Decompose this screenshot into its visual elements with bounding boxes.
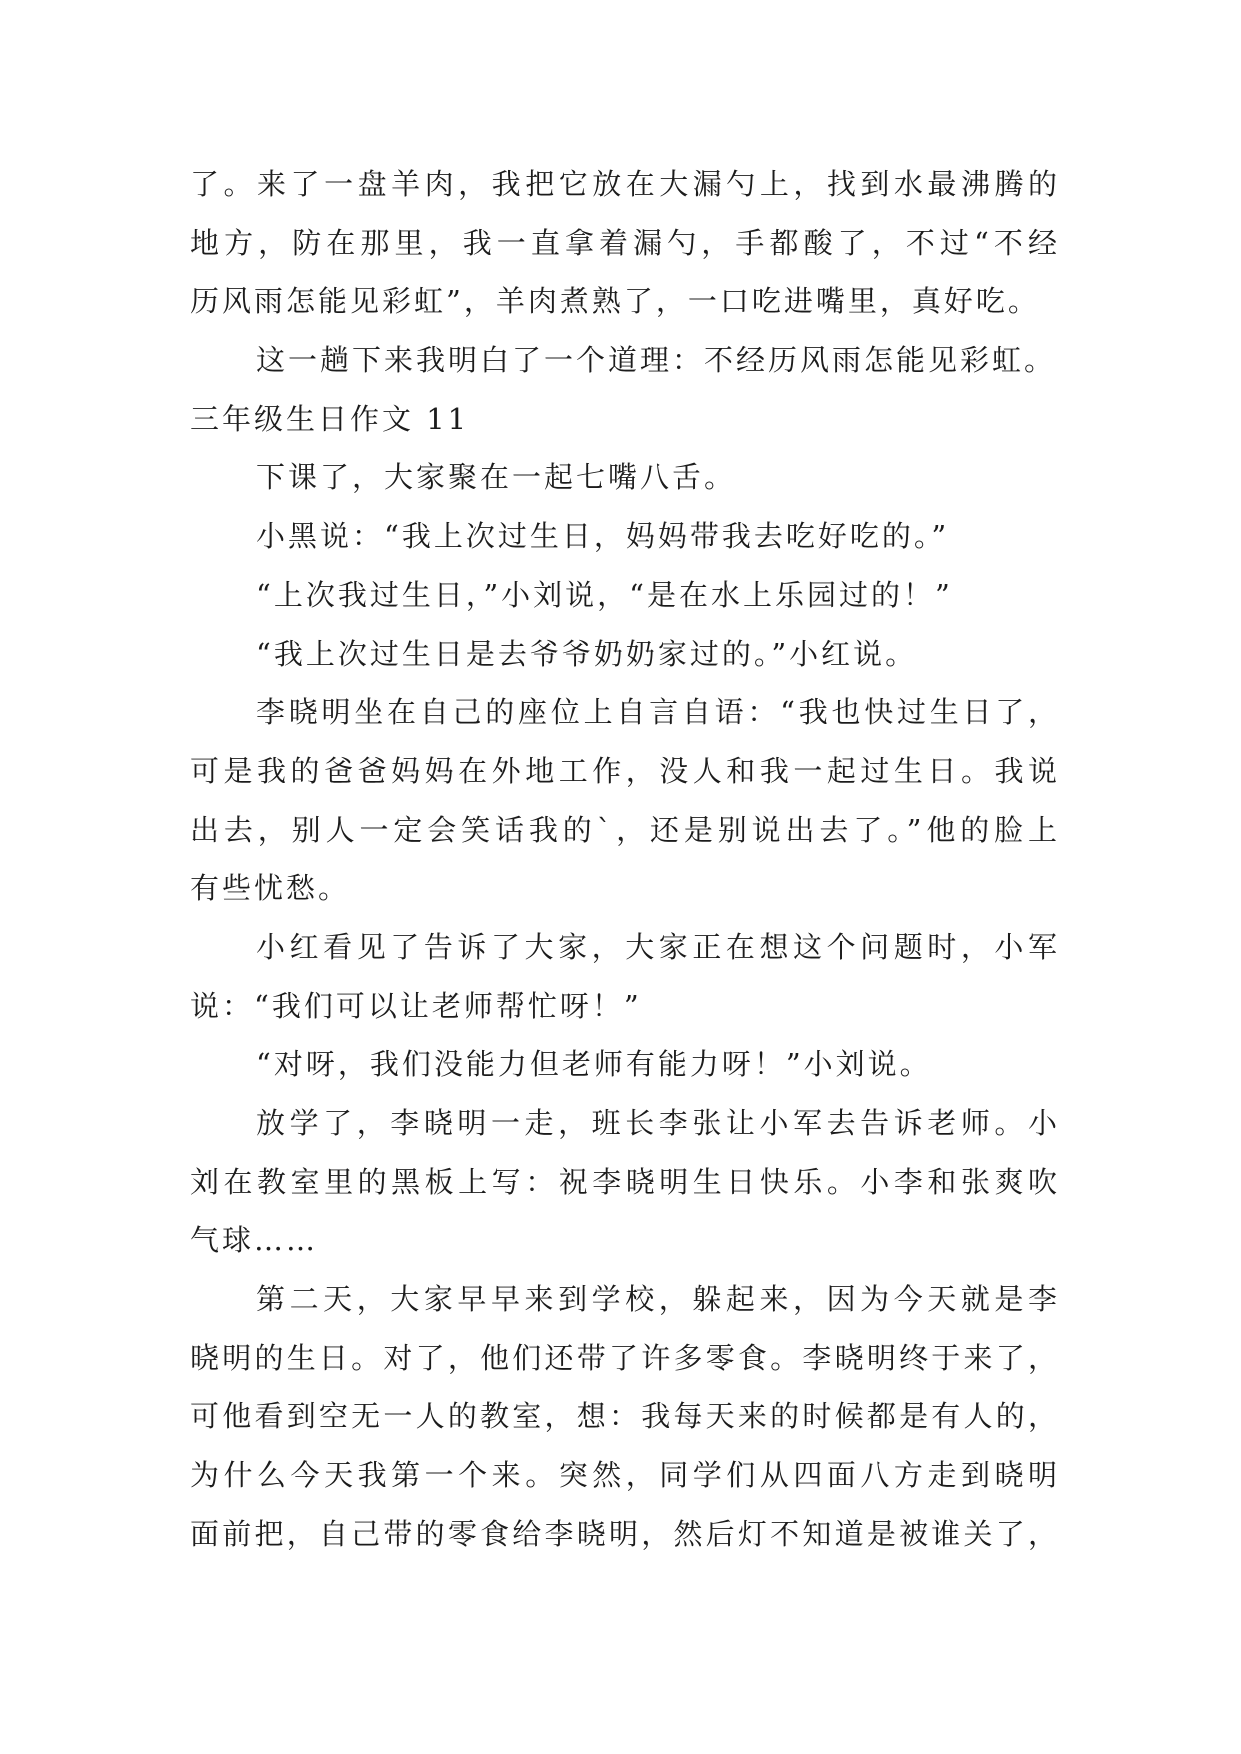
text-line: 小黑说：“我上次过生日，妈妈带我去吃好吃的。” bbox=[256, 519, 950, 554]
text-line: 可他看到空无一人的教室，想：我每天来的时候都是有人的， bbox=[190, 1399, 1060, 1434]
paragraph bbox=[190, 507, 1060, 566]
paragraph bbox=[190, 683, 1060, 918]
text-line: 可是我的爸爸妈妈在外地工作，没人和我一起过生日。我说 bbox=[190, 753, 1060, 788]
text-line: “对呀，我们没能力但老师有能力呀！”小刘说。 bbox=[256, 1047, 932, 1082]
text-line: 有些忧愁。 bbox=[190, 871, 351, 906]
paragraph bbox=[190, 918, 1060, 1035]
text-line: 下课了，大家聚在一起七嘴八舌。 bbox=[256, 460, 737, 495]
text-line: “我上次过生日是去爷爷奶奶家过的。”小红说。 bbox=[256, 636, 918, 671]
paragraph bbox=[190, 625, 1060, 684]
text-line: “上次我过生日，”小刘说，“是在水上乐园过的！” bbox=[256, 577, 953, 612]
paragraph bbox=[190, 1270, 1060, 1563]
text-line: 小红看见了告诉了大家，大家正在想这个问题时，小军 bbox=[256, 929, 1060, 964]
text-line: 李晓明坐在自己的座位上自言自语：“我也快过生日了， bbox=[256, 695, 1060, 730]
text-line: 说：“我们可以让老师帮忙呀！” bbox=[190, 988, 642, 1023]
paragraph bbox=[190, 566, 1060, 625]
paragraph bbox=[190, 1035, 1060, 1094]
paragraph bbox=[190, 331, 1060, 390]
text-line: 出去，别人一定会笑话我的`，还是别说出去了。”他的脸上 bbox=[190, 812, 1060, 847]
paragraph bbox=[190, 155, 1060, 331]
section-title: 三年级生日作文 11 bbox=[190, 401, 470, 436]
paragraph bbox=[190, 448, 1060, 507]
text-line: 刘在教室里的黑板上写：祝李晓明生日快乐。小李和张爽吹 bbox=[190, 1164, 1060, 1199]
text-line: 为什么今天我第一个来。突然，同学们从四面八方走到晓明 bbox=[190, 1458, 1060, 1493]
document-body bbox=[190, 155, 1060, 1564]
text-line: 放学了，李晓明一走，班长李张让小军去告诉老师。小 bbox=[256, 1106, 1060, 1140]
paragraph bbox=[190, 1094, 1060, 1270]
text-line: 晓明的生日。对了，他们还带了许多零食。李晓明终于来了， bbox=[190, 1340, 1060, 1375]
text-line: 面前把，自己带的零食给李晓明，然后灯不知道是被谁关了， bbox=[190, 1516, 1060, 1551]
text-line: 第二天，大家早早来到学校，躲起来，因为今天就是李 bbox=[256, 1282, 1060, 1317]
text-line: 地方，防在那里，我一直拿着漏勺，手都酸了，不过“不经 bbox=[190, 225, 1060, 260]
text-line: 历风雨怎能见彩虹”，羊肉煮熟了，一口吃进嘴里，真好吃。 bbox=[190, 284, 1040, 319]
text-line: 了。来了一盘羊肉，我把它放在大漏勺上，找到水最沸腾的 bbox=[190, 167, 1060, 201]
text-line: 这一趟下来我明白了一个道理：不经历风雨怎能见彩虹。 bbox=[256, 343, 1057, 378]
text-line: 气球…… bbox=[190, 1223, 319, 1258]
